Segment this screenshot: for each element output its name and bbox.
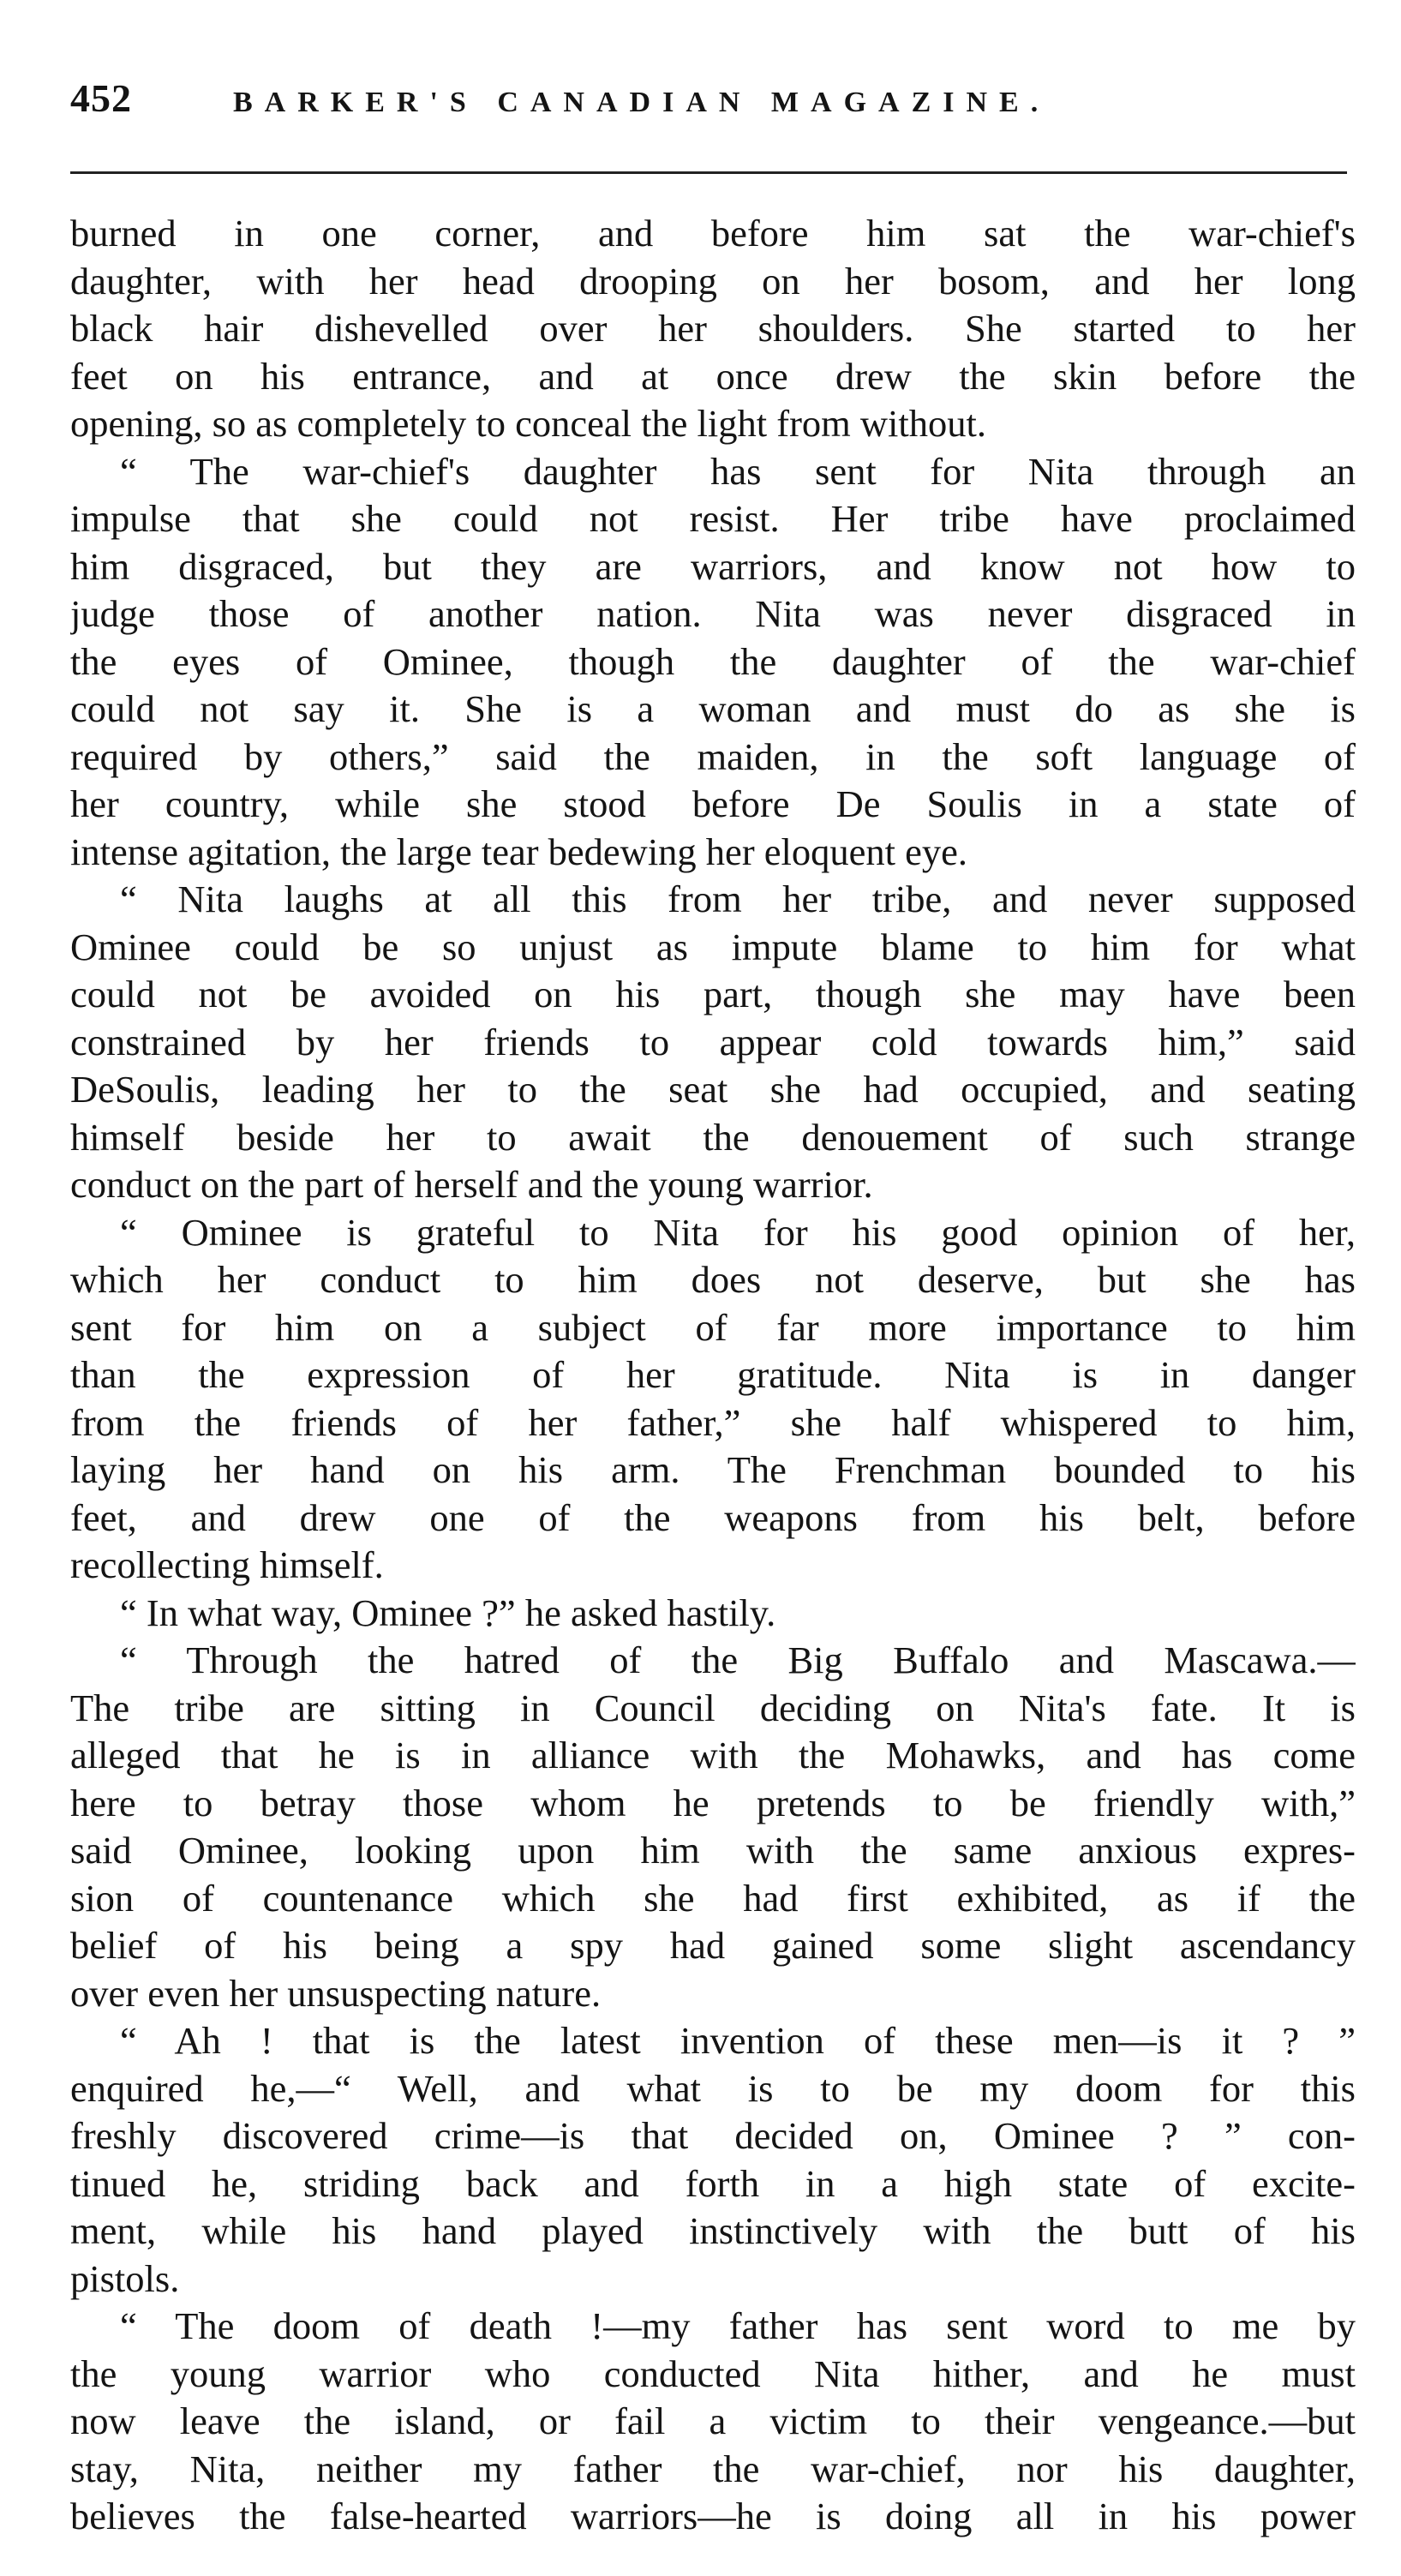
- paragraph: [70, 2303, 1356, 2541]
- text-line: tinued he, striding back and forth in a high state of excite-: [70, 2161, 1356, 2205]
- text-line: enquired he,—“ Well, and what is to be my doom for this: [70, 2066, 1356, 2110]
- text-line: now leave the island, or fail a victim to their vengeance.—but: [70, 2399, 1356, 2442]
- text-line: her country, while she stood before De Soulis in a state of: [70, 782, 1356, 825]
- text-line: here to betray those whom he pretends to be friendly with,”: [70, 1781, 1356, 1824]
- text-line: belief of his being a spy had gained some slight ascendancy: [70, 1924, 1356, 1967]
- text-line: DeSoulis, leading her to the seat she had occupied, and seating: [70, 1068, 1356, 1111]
- text-line: believes the false-hearted warriors—he is doing all in his power: [70, 2495, 1356, 2537]
- paragraph: [70, 876, 1356, 1209]
- text-line: impulse that she could not resist. Her tribe have proclaimed: [70, 497, 1356, 540]
- text-line: alleged that he is in alliance with the Mohawks, and has come: [70, 1734, 1356, 1776]
- text-line: laying her hand on his arm. The Frenchman bounded to his: [70, 1448, 1356, 1491]
- body-text: [70, 210, 1356, 2541]
- text-line: freshly discovered crime—is that decided on, Ominee ? ” con-: [70, 2114, 1356, 2157]
- text-line: stay, Nita, neither my father the war-chief, nor his daughter,: [70, 2447, 1356, 2490]
- text-line: himself beside her to await the denouement of such strange: [70, 1115, 1356, 1159]
- text-line: required by others,” said the maiden, in the soft language of: [70, 734, 1356, 778]
- text-line: Ominee could be so unjust as impute blame to him for what: [70, 925, 1356, 968]
- text-line: “ Through the hatred of the Big Buffalo and Mascawa.—: [120, 1638, 1356, 1681]
- text-line: daughter, with her head drooping on her bosom, and her long: [70, 259, 1356, 303]
- paragraph: [70, 210, 1356, 448]
- page-header: [70, 75, 1356, 135]
- text-line: black hair dishevelled over her shoulders. She started to her: [70, 307, 1356, 350]
- text-line: sion of countenance which she had first exhibited, as if the: [70, 1876, 1356, 1920]
- text-line: could not be avoided on his part, though she may have been: [70, 973, 1356, 1015]
- text-line: the eyes of Ominee, though the daughter of the war-chief: [70, 639, 1356, 683]
- text-line: “ In what way, Ominee ?” he asked hastily.: [120, 1591, 776, 1634]
- text-line: feet on his entrance, and at once drew the skin before the: [70, 354, 1356, 398]
- text-line: could not say it. She is a woman and must do as she is: [70, 687, 1356, 730]
- text-line: “ Ominee is grateful to Nita for his good opinion of her,: [120, 1210, 1356, 1254]
- text-line: pistols.: [70, 2256, 180, 2300]
- text-line: intense agitation, the large tear bedewing her eloquent eye.: [70, 830, 967, 873]
- text-line: burned in one corner, and before him sat the war-chief's: [70, 212, 1356, 255]
- paragraph: [70, 1209, 1356, 1590]
- text-line: him disgraced, but they are warriors, and know not how to: [70, 544, 1356, 588]
- paragraph: [70, 1637, 1356, 2017]
- text-line: recollecting himself.: [70, 1543, 384, 1586]
- text-line: judge those of another nation. Nita was never disgraced in: [70, 592, 1356, 635]
- text-line: from the friends of her father,” she half whispered to him,: [70, 1400, 1356, 1444]
- text-line: “ The doom of death !—my father has sent word to me by: [120, 2304, 1356, 2347]
- page-number: 452: [70, 76, 132, 120]
- text-line: “ The war-chief's daughter has sent for Nita through an: [120, 449, 1356, 493]
- text-line: the young warrior who conducted Nita hither, and he must: [70, 2351, 1356, 2395]
- text-line: feet, and drew one of the weapons from his belt, before: [70, 1495, 1356, 1539]
- header-rule: [70, 171, 1347, 174]
- paragraph: [70, 1590, 1356, 1638]
- text-line: opening, so as completely to conceal the light from without.: [70, 402, 986, 445]
- text-line: over even her unsuspecting nature.: [70, 1971, 602, 2015]
- text-line: sent for him on a subject of far more importance to him: [70, 1305, 1356, 1349]
- paragraph: [70, 2017, 1356, 2303]
- text-line: said Ominee, looking upon him with the same anxious expres-: [70, 1829, 1356, 1872]
- text-line: ment, while his hand played instinctively with the butt of his: [70, 2209, 1356, 2252]
- running-title: BARKER'S CANADIAN MAGAZINE.: [233, 87, 1051, 118]
- text-line: constrained by her friends to appear cold towards him,” said: [70, 1020, 1356, 1063]
- text-line: which her conduct to him does not deserve, but she has: [70, 1258, 1356, 1301]
- text-line: conduct on the part of herself and the young warrior.: [70, 1163, 873, 1206]
- text-line: than the expression of her gratitude. Nita is in danger: [70, 1353, 1356, 1396]
- paragraph: [70, 448, 1356, 877]
- text-line: “ Nita laughs at all this from her tribe, and never supposed: [120, 878, 1356, 920]
- text-line: “ Ah ! that is the latest invention of these men—is it ? ”: [120, 2019, 1356, 2062]
- text-line: The tribe are sitting in Council deciding on Nita's fate. It is: [70, 1686, 1356, 1729]
